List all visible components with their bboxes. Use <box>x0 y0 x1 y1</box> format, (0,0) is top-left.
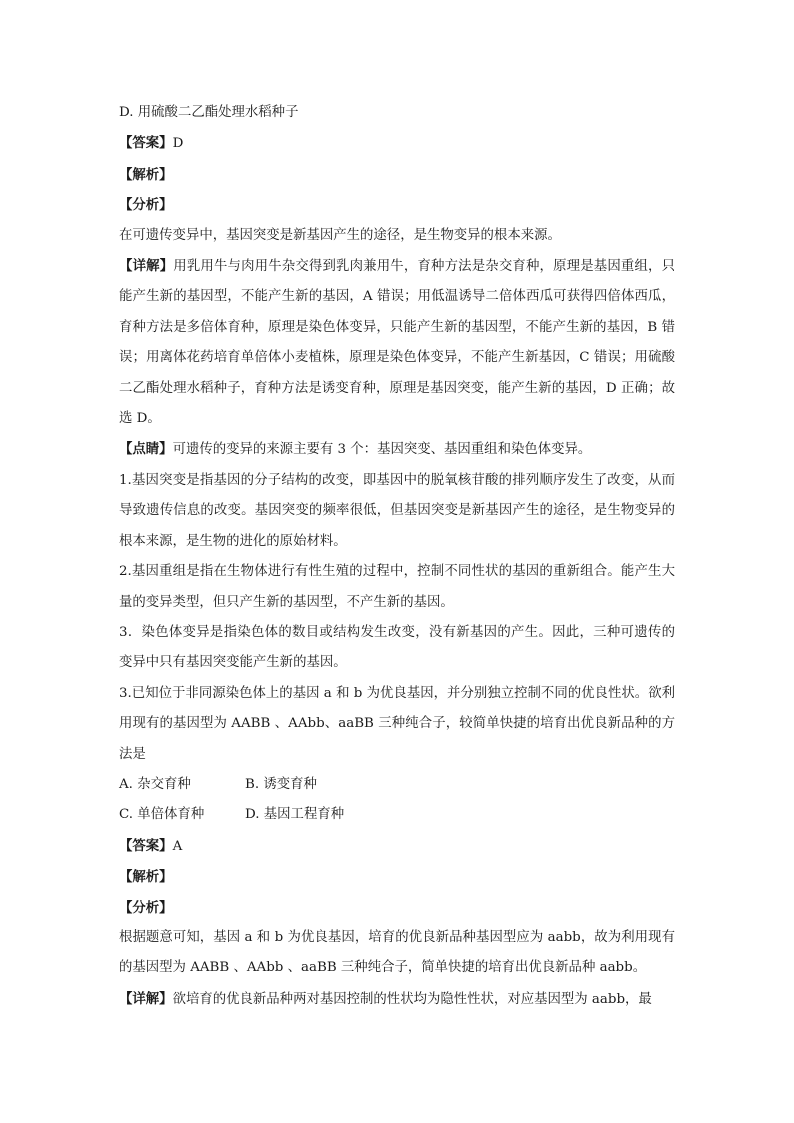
q3-options-row-2 <box>119 800 675 830</box>
q2-point-2: 2.基因重组是指在生物体进行有性生殖的过程中，控制不同性状的基因的重新组合。能产生大量的变异类型，但只产生新的基因型，不产生新的基因。 <box>119 564 675 610</box>
q2-fenxi-text: 在可遗传变异中，基因突变是新基因产生的途径，是生物变异的根本来源。 <box>119 227 561 243</box>
answer-value: D <box>172 136 184 152</box>
q3-options-row-1 <box>119 770 675 800</box>
q3-answer <box>119 831 675 862</box>
document-page <box>119 98 675 1015</box>
q2-answer <box>119 128 675 159</box>
answer-value: A <box>172 838 183 854</box>
q3-xiangjie <box>119 984 675 1015</box>
q2-option-d: D. 用硫酸二乙酯处理水稻种子 <box>119 105 299 120</box>
q2-point-3: 3．染色体变异是指染色体的数目或结构发生改变，没有新基因的产生。因此，三种可遗传的变异中只有基因突变能产生新的基因。 <box>119 624 675 671</box>
q2-jiexi-heading: 【解析】 <box>119 166 173 183</box>
answer-tag: 【答案】 <box>119 135 173 152</box>
q3-jiexi-heading: 【解析】 <box>119 869 173 886</box>
q2-xiangjie <box>119 251 675 434</box>
q3-fenxi-heading: 【分析】 <box>119 899 173 916</box>
q2-point-1: 1.基因突变是指基因的分子结构的改变，即基因中的脱氧核苷酸的排列顺序发生了改变，从而导致遗传信息的改变。基因突变的频率很低，但基因突变是新基因产生的途径，是生物变异的根本来源，是生物的进化的原始材料。 <box>119 472 675 549</box>
q3-fenxi-text: 根据题意可知，基因 a 和 b 为优良基因，培育的优良新品种基因型应为 aabb，故为利用现有的基因型为 AABB 、AAbb 、aaBB 三种纯合子，简单快捷的培育出优良新品种 aabb。 <box>119 929 675 976</box>
dianjing-text: 可遗传的变异的来源主要有 3 个：基因突变、基因重组和染色体变异。 <box>172 442 592 458</box>
xiangjie-tag: 【详解】 <box>119 990 173 1007</box>
xiangjie-tag: 【详解】 <box>119 258 174 275</box>
q2-fenxi-heading: 【分析】 <box>119 197 173 214</box>
q2-dianjing <box>119 434 675 465</box>
q3-option-b: B. 诱变育种 <box>245 776 317 792</box>
q3-option-a: A. 杂交育种 <box>119 776 191 792</box>
answer-tag: 【答案】 <box>119 837 173 854</box>
xiangjie-text: 用乳用牛与肉用牛杂交得到乳肉兼用牛，育种方法是杂交育种，原理是基因重组，只能产生新的基因型，不能产生新的基因，A 错误；用低温诱导二倍体西瓜可获得四倍体西瓜，育种方法是多倍体育种，原理是染色体变异，只能产生新的基因型，不能产生新的基因，B 错误；用离体花药培育单倍体小麦植株，原理是染色体变异，不能产生新基因，C 错误；用硫酸二乙酯处理水稻种子，育种方法是诱变育种，原理是基因突变，能产生新的基因，D 正确；故选 D。 <box>119 259 676 427</box>
dianjing-tag: 【点睛】 <box>119 441 173 458</box>
xiangjie-text: 欲培育的优良新品种两对基因控制的性状均为隐性性状，对应基因型为 aabb，最 <box>172 991 652 1007</box>
q3-option-d: D. 基因工程育种 <box>245 807 345 823</box>
q3-stem: 3.已知位于非同源染色体上的基因 a 和 b 为优良基因，并分别独立控制不同的优良性状。欲利用现有的基因型为 AABB 、AAbb、aaBB 三种纯合子，较简单快捷的培育出优良新品种的方法是 <box>119 685 675 762</box>
q3-option-c: C. 单倍体育种 <box>119 807 205 823</box>
